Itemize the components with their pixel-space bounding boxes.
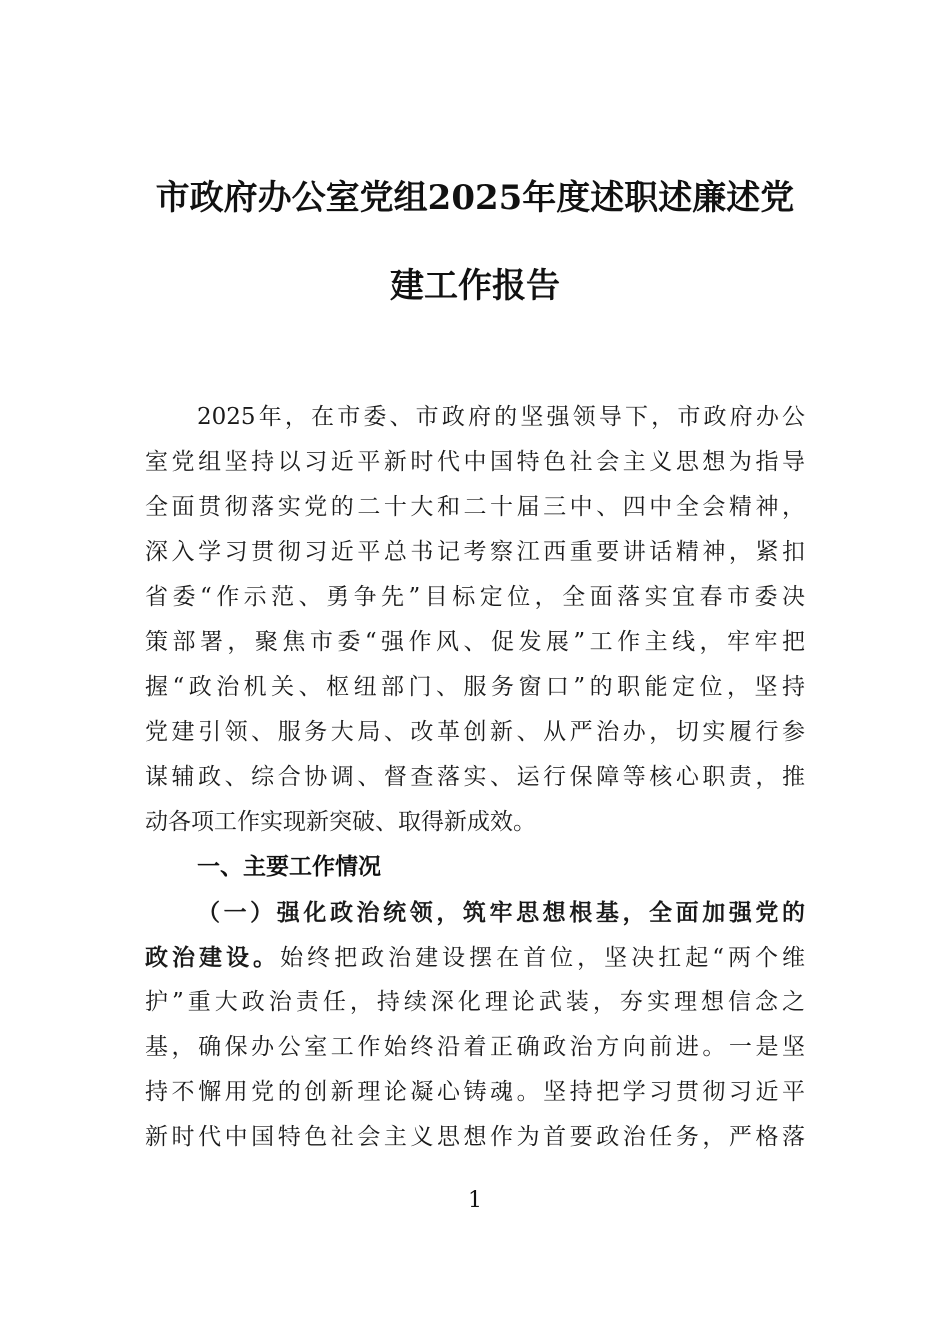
intro-paragraph-line: 握“政治机关、枢纽部门、服务窗口”的职能定位，坚持 (145, 674, 805, 700)
page-number: 1 (468, 1188, 482, 1213)
subsection-paragraph-line: 持不懈用党的创新理论凝心铸魂。坚持把学习贯彻习近平 (145, 1079, 805, 1105)
intro-paragraph-line: 策部署，聚焦市委“强作风、促发展”工作主线，牢牢把 (145, 629, 805, 655)
subsection-text: 始终把政治建设摆在首位，坚决扛起“两个维 (280, 945, 806, 971)
intro-paragraph-line: 室党组坚持以习近平新时代中国特色社会主义思想为指导 (145, 449, 805, 475)
subsection-paragraph-line: 新时代中国特色社会主义思想作为首要政治任务，严格落 (145, 1124, 805, 1150)
report-title-line-1: 市政府办公室党组2025年度述职述廉述党 (155, 178, 795, 218)
subsection-paragraph-line: 基，确保办公室工作始终沿着正确政治方向前进。一是坚 (145, 1034, 805, 1060)
intro-paragraph-line: 深入学习贯彻习近平总书记考察江西重要讲话精神，紧扣 (145, 539, 805, 565)
intro-paragraph-line: 动各项工作实现新突破、取得新成效。 (145, 809, 536, 835)
subsection-heading-tail: 政治建设。 (145, 944, 281, 971)
intro-paragraph-line: 省委“作示范、勇争先”目标定位，全面落实宜春市委决 (145, 584, 805, 610)
subsection-paragraph-line (145, 935, 805, 980)
subsection-heading-line: （一）强化政治统领，筑牢思想根基，全面加强党的 (197, 899, 805, 926)
intro-paragraph-line: 2025年，在市委、市政府的坚强领导下，市政府办公 (197, 404, 805, 430)
subsection-paragraph-line: 护”重大政治责任，持续深化理论武装，夯实理想信念之 (145, 989, 805, 1015)
intro-paragraph-line: 谋辅政、综合协调、督查落实、运行保障等核心职责，推 (145, 764, 805, 790)
report-body (145, 395, 805, 1160)
intro-paragraph-line: 党建引领、服务大局、改革创新、从严治办，切实履行参 (145, 719, 805, 745)
intro-paragraph-line: 全面贯彻落实党的二十大和二十届三中、四中全会精神， (145, 494, 805, 520)
report-title-line-2: 建工作报告 (390, 266, 560, 306)
section-heading-main-work: 一、主要工作情况 (197, 854, 381, 880)
